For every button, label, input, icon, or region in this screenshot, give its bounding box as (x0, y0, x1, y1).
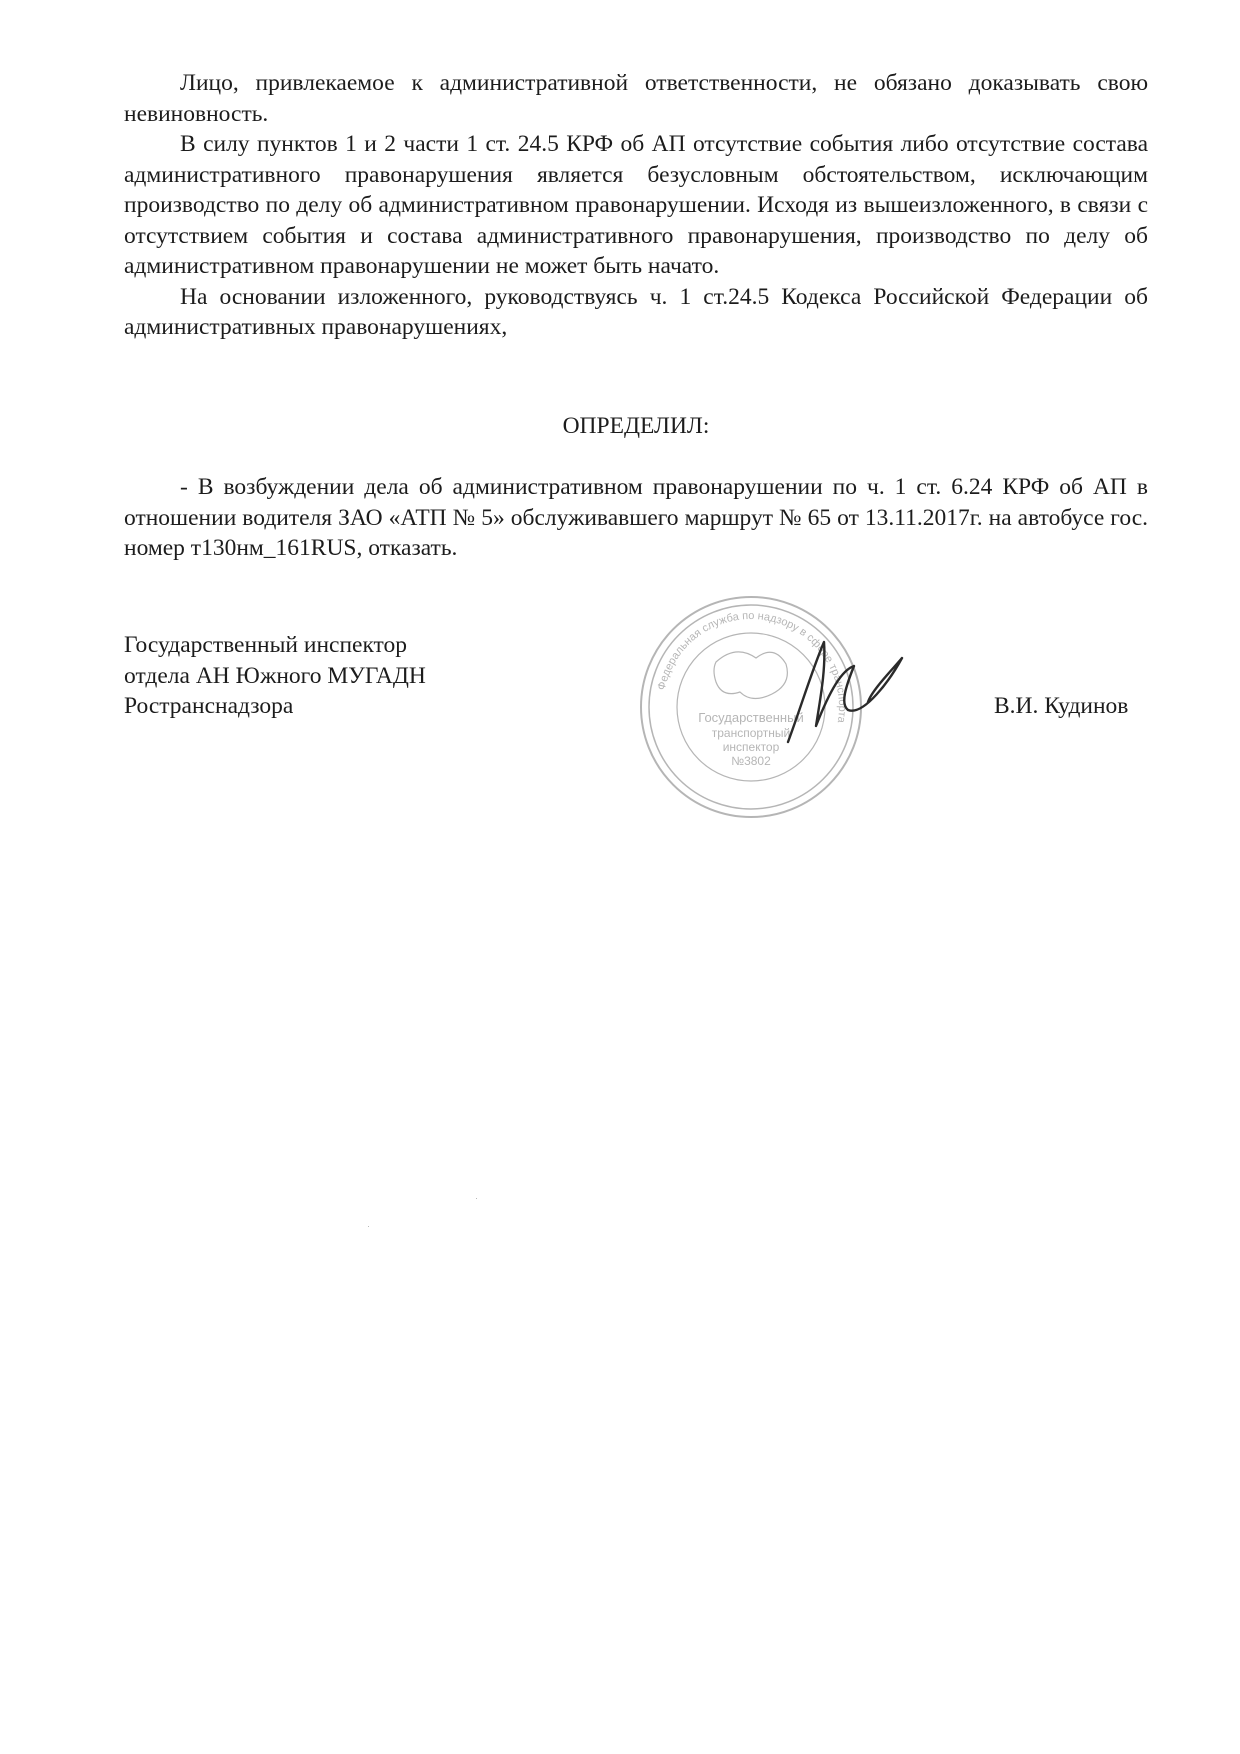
decision-text: - В возбуждении дела об административном правонарушении по ч. 1 ст. 6.24 КРФ об АП в отношении водителя ЗАО «АТП № 5» обслуживавшего маршрут № 65 от 13.11.2017г. на автобусе гос. номер т130нм_161RUS, отказать. (124, 474, 1148, 561)
stamp-emblem-icon (714, 652, 787, 699)
resolution-heading: ОПРЕДЕЛИЛ: (562, 413, 710, 439)
signer-position-line: отдела АН Южного МУГАДН (124, 662, 426, 689)
stamp-center-line: №3802 (731, 754, 771, 768)
scan-speck (368, 1226, 369, 1227)
paragraph-grounds: На основании изложенного, руководствуясь ч. 1 ст.24.5 Кодекса Российской Федерации об административных правонарушениях, (124, 283, 1148, 340)
paragraph-presumption: Лицо, привлекаемое к административной ответственности, не обязано доказывать свою невиновность. (124, 70, 1148, 127)
stamp-center-line: транспортный (711, 726, 791, 740)
stamp-ring-text: Федеральная служба по надзору в сфере транспорта (655, 609, 849, 724)
paragraph-legal-basis: В силу пунктов 1 и 2 части 1 ст. 24.5 КРФ об АП отсутствие события либо отсутствие состава административного правонарушения является безусловным обстоятельством, исключающим производство по делу об административном правонарушении. Исходя из вышеизложенного, в связи с отсутствием события и состава административного правонарушения, производство по делу об административном правонарушении не может быть начато. (124, 131, 1148, 279)
signer-name: В.И. Кудинов (994, 693, 1129, 719)
stamp-center-line: инспектор (722, 740, 780, 754)
scan-speck (476, 1198, 477, 1199)
document-body (124, 68, 1148, 343)
signer-position (124, 630, 426, 722)
signer-position-line: Ространснадзора (124, 693, 294, 719)
handwritten-signature-icon (780, 630, 910, 750)
stamp-center-line: Государственный (698, 710, 804, 725)
signer-position-line: Государственный инспектор (124, 632, 408, 658)
